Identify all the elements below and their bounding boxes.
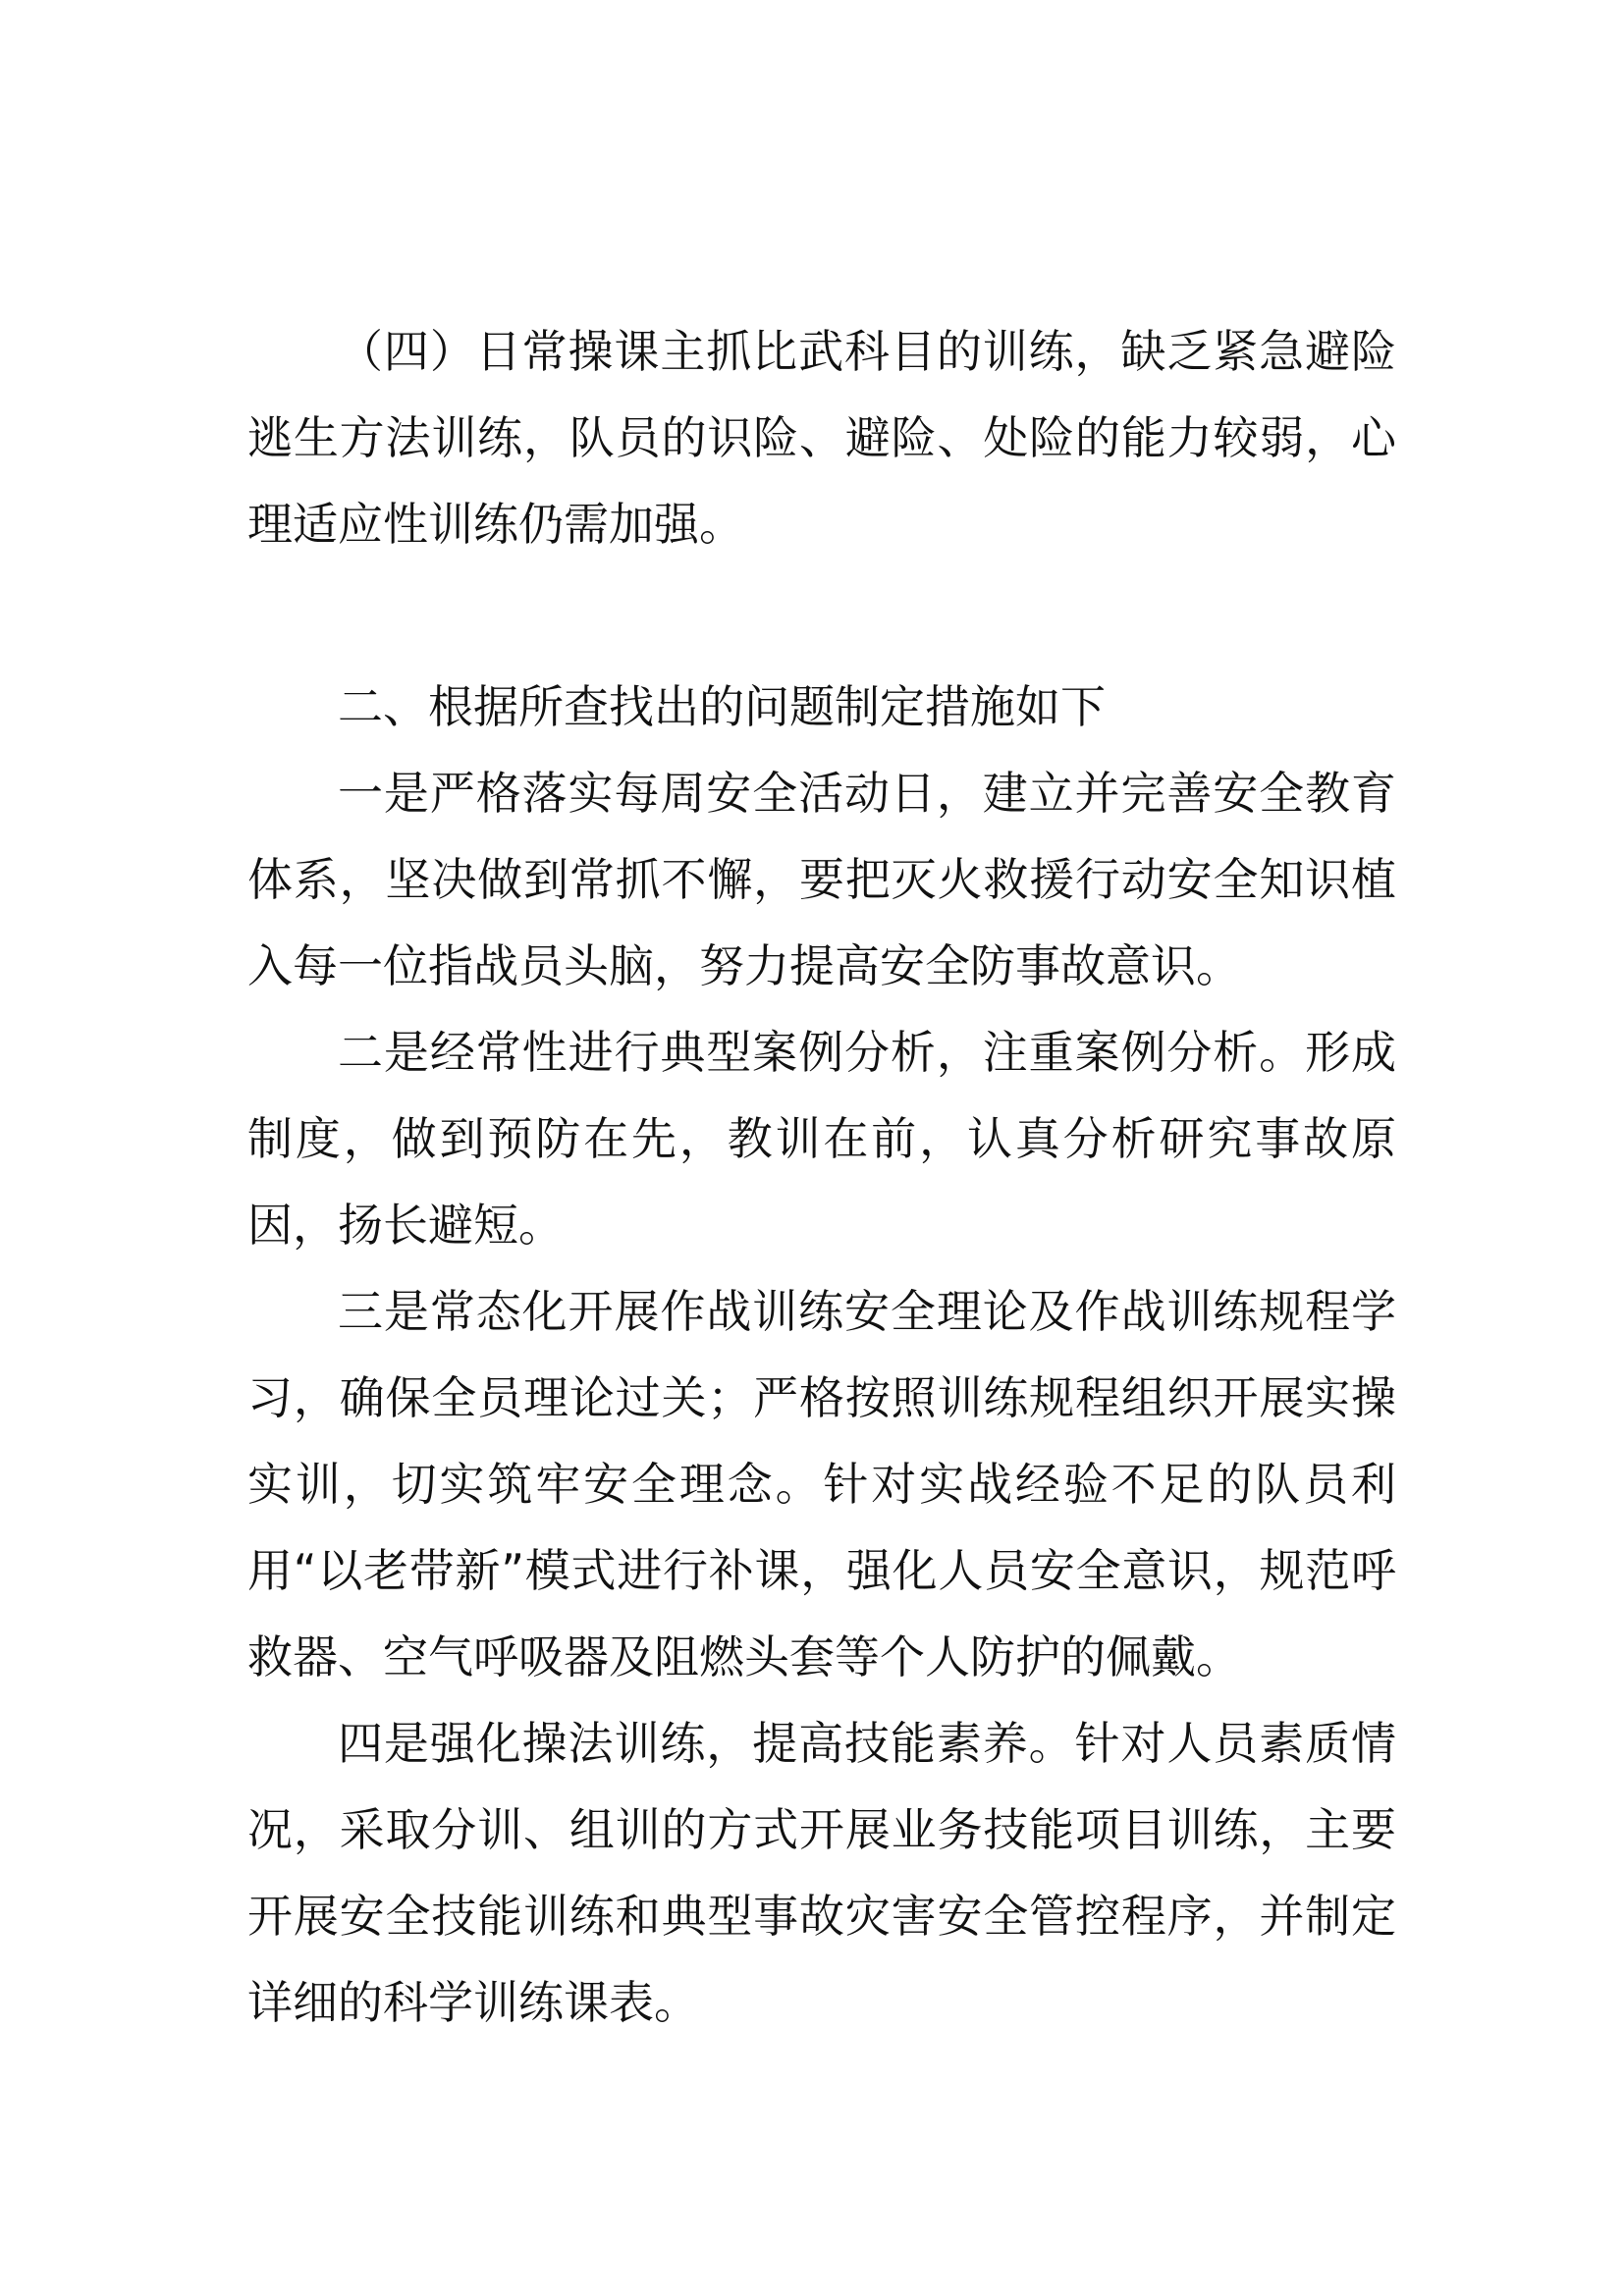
section-heading: 二、根据所查找出的问题制定措施如下 xyxy=(338,680,1106,733)
measure-paragraph-three: 三是常态化开展作战训练安全理论及作战训练规程学习，确保全员理论过关；严格按照训练规程组织开展实操实训，切实筑牢安全理念。针对实战经验不足的队员利用“以老带新”模式进行补课，强化人员安全意识，规范呼救器、空气呼吸器及阻燃头套等个人防护的佩戴。 xyxy=(247,1285,1396,1683)
measure-paragraph-two: 二是经常性进行典型案例分析，注重案例分析。形成制度，做到预防在先，教训在前，认真分析研究事故原因，扬长避短。 xyxy=(247,1026,1396,1252)
measure-paragraph-one: 一是严格落实每周安全活动日，建立并完善安全教育体系，坚决做到常抓不懈，要把灭火救援行动安全知识植入每一位指战员头脑，努力提高安全防事故意识。 xyxy=(247,767,1396,992)
measure-paragraph-four: 四是强化操法训练，提高技能素养。针对人员素质情况，采取分训、组训的方式开展业务技能项目训练，主要开展安全技能训练和典型事故灾害安全管控程序，并制定详细的科学训练课表。 xyxy=(247,1717,1396,2029)
paragraph-problem-four: （四）日常操课主抓比武科目的训练，缺乏紧急避险逃生方法训练，队员的识险、避险、处险的能力较弱，心理适应性训练仍需加强。 xyxy=(247,325,1396,551)
